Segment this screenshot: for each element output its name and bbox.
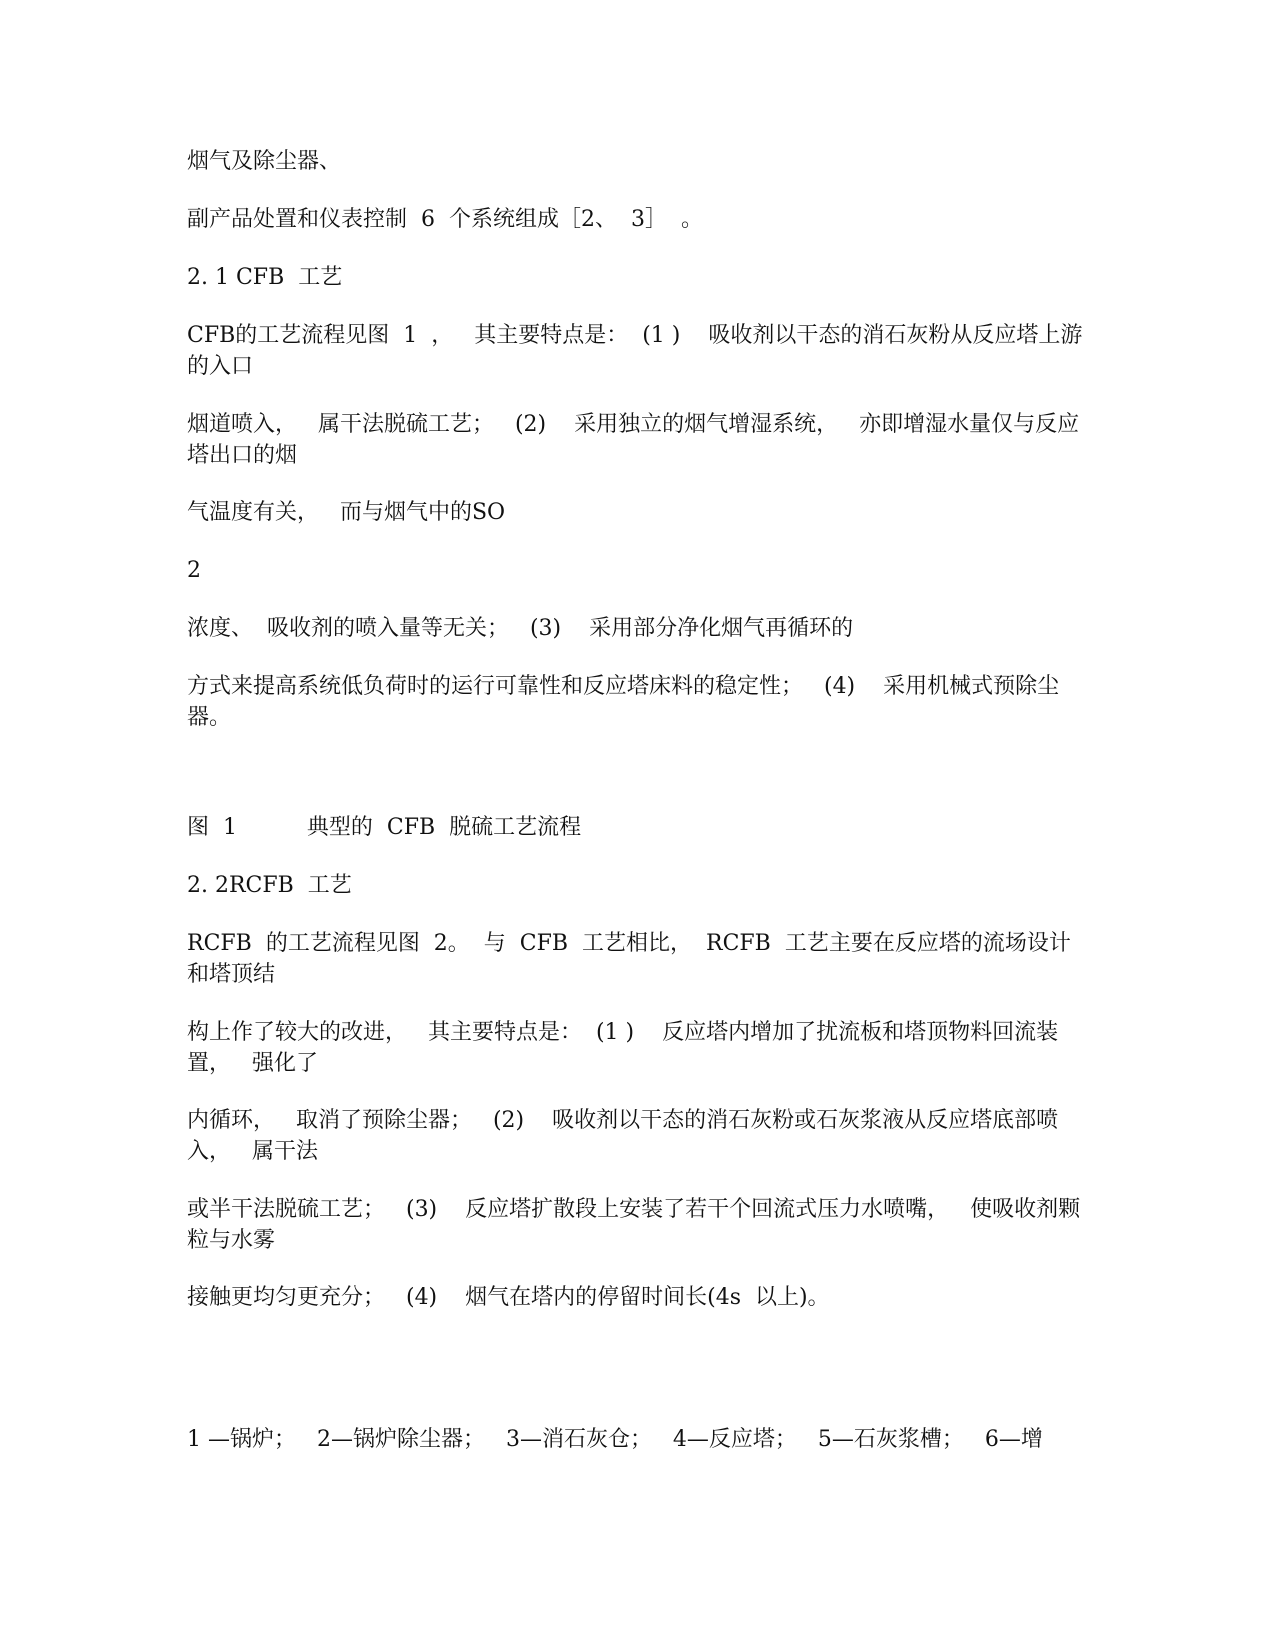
- section-heading-2-1: 2. 1 CFB 工艺: [187, 265, 343, 290]
- section-heading-2-2: 2. 2RCFB 工艺: [187, 873, 352, 898]
- text-line-7: 方式来提高系统低负荷时的运行可靠性和反应塔床料的稳定性； (4) 采用机械式预除尘器。: [187, 674, 1060, 730]
- subscript-line: 2: [187, 558, 201, 583]
- text-line-11: 或半干法脱硫工艺； (3) 反应塔扩散段上安装了若干个回流式压力水喷嘴， 使吸收剂颗粒与水雾: [187, 1197, 1081, 1253]
- figure-caption-1: 图 1 典型的 CFB 脱硫工艺流程: [187, 815, 582, 840]
- text-line-1: 烟气及除尘器、: [187, 149, 342, 174]
- text-line-9: 构上作了较大的改进， 其主要特点是： (1 ) 反应塔内增加了扰流板和塔顶物料回流装置， 强化了: [187, 1020, 1059, 1076]
- text-line-10: 内循环， 取消了预除尘器； (2) 吸收剂以干态的消石灰粉或石灰浆液从反应塔底部喷入， 属干法: [187, 1108, 1059, 1164]
- text-line-8: RCFB 的工艺流程见图 2。 与 CFB 工艺相比， RCFB 工艺主要在反应塔的流场设计和塔顶结: [187, 931, 1071, 987]
- text-line-2: 副产品处置和仪表控制 6 个系统组成［2、 3］ 。: [187, 207, 703, 232]
- text-line-3: CFB的工艺流程见图 1 ， 其主要特点是： (1 ) 吸收剂以干态的消石灰粉从反应塔上游的入口: [187, 323, 1083, 379]
- text-line-5: 气温度有关， 而与烟气中的SO: [187, 500, 506, 525]
- text-line-6: 浓度、 吸收剂的喷入量等无关； (3) 采用部分净化烟气再循环的: [187, 616, 854, 641]
- legend-line: 1 —锅炉； 2—锅炉除尘器； 3—消石灰仓； 4—反应塔； 5—石灰浆槽； 6—增: [187, 1427, 1043, 1452]
- text-line-4: 烟道喷入， 属干法脱硫工艺； (2) 采用独立的烟气增湿系统， 亦即增湿水量仅与反应塔出口的烟: [187, 412, 1080, 468]
- text-line-12: 接触更均匀更充分； (4) 烟气在塔内的停留时间长(4s 以上)。: [187, 1285, 830, 1310]
